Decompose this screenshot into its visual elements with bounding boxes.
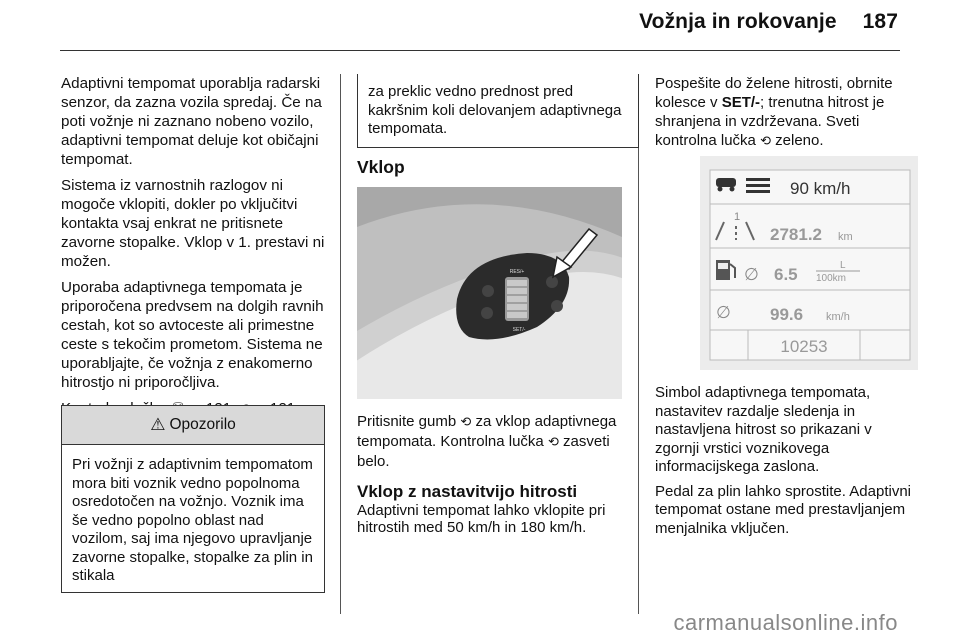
fuel-consumption: 6.5 [774,265,798,284]
paragraph-pedal: Pedal za plin lahko sprostite. Adaptivni tempomat ostane med prestavljanjem menjalnika vključen. [655,482,911,537]
warning-header [62,406,324,445]
res-label: RES/+ [509,269,525,275]
paragraph-usage: Uporaba adaptivnega tempomata je priporočena predvsem na dolgih ravnih cestah, kot so avtoceste ali primestne ceste s tekočim prometom. Sistema ne uporabljajte, če vožnja z enakomerno hitrostjo ni priporočljiva. [61,279,324,391]
paragraph-safety: Sistema iz varnostnih razlogov ni mogoče vklopiti, dokler po vključitvi kontakta vsaj enkrat ne pritisnete zavorne stopalke. Vklop v 1. prestavi ni možen. [61,177,325,270]
avg-speed-unit: km/h [826,311,850,323]
set-label-bold: SET/- [721,94,761,111]
column-divider-1 [340,74,341,614]
average-speed-icon: ∅ [716,303,731,323]
cruise-indicator-icon: ⟲ [547,435,559,450]
heading-vklop: Vklop [357,157,405,177]
average-icon: ∅ [744,265,759,285]
paragraph-symbol: Simbol adaptivnega tempomata, nastavitev razdalje sledenja in nastavljena hitrost so prikazani v zgornji vrstici voznikovega informacijskega zaslona. [655,384,872,475]
paragraph-accelerate: Pospešite do želene hitrosti, obrnite kolesce v SET/-; trenutna hitrost je shranjena in vzdrževana. Sveti kontrolna lučka ⟲ zeleno. [655,75,893,149]
cons-unit-bottom: 100km [816,273,847,284]
column-1 [61,74,327,426]
column-divider-2 [638,74,639,614]
set-speed: 90 km/h [790,179,851,198]
steering-wheel-image [357,187,622,399]
average-speed: 99.6 [770,305,804,324]
warning-title: Opozorilo [169,416,236,433]
column-3-lower [655,384,917,544]
cruise-button-icon: ⟲ [460,415,472,430]
page-number: 187 [862,10,898,33]
header-rule [60,50,900,51]
cons-unit-top: L [840,260,846,271]
warning-continuation: za preklic vedno prednost pred kakršnim koli delovanjem adaptivnega tempomata. [357,74,639,148]
odometer: 10253 [780,337,828,356]
warning-box [61,405,325,593]
chapter-title: Vožnja in rokovanje [639,10,837,33]
follow-distance-icon [746,178,770,193]
paragraph-radar: Adaptivni tempomat uporablja radarski senzor, da zazna vozila spredaj. Če na poti vožnje ni zaznano nobeno vozilo, adaptivni tempomat deluje kot običajni tempomat. [61,75,322,168]
page-title [639,10,898,34]
paragraph-speed-range: Adaptivni tempomat lahko vklopite pri hitrostih med 50 km/h in 180 km/h. [357,502,606,536]
set-label: SET/- [512,327,526,333]
cruise-indicator-icon: ⟲ [760,134,771,149]
trip-unit: km [838,231,853,243]
heading-vklop-nastavitev: Vklop z nastavitvijo hitrosti [357,482,578,501]
watermark: carmanualsonline.info [673,610,898,635]
driver-info-display [700,156,918,370]
trip-distance: 2781.2 [770,225,822,244]
warning-body: Pri vožnji z adaptivnim tempomatom mora biti voznik vedno popolnoma osredotočen na vožnjo. Voznik ima še vedno popolno oblast nad vozilom, saj ima njegovo upravljanje zavorne stopalke, stopalke za plin in stikala [72,456,313,584]
paragraph-press-button: Pritisnite gumb ⟲ za vklop adaptivnega tempomata. Kontrolna lučka ⟲ zasveti belo. [357,413,617,470]
odo-indicator: 1 [734,211,741,223]
warning-icon: ⚠ [150,415,166,434]
